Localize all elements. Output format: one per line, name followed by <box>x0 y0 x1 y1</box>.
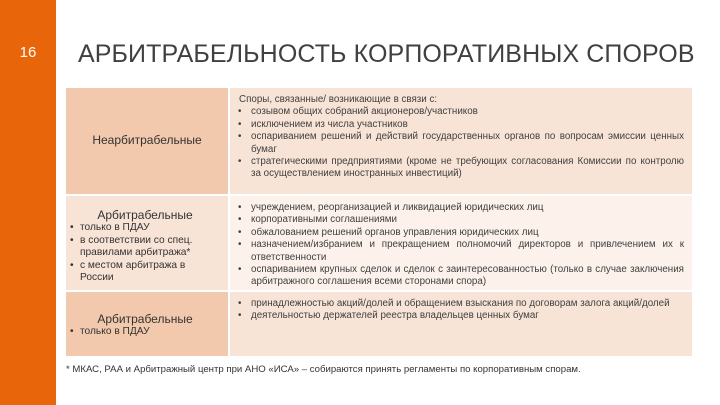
dispute-list <box>238 106 684 180</box>
row-content-cell <box>230 196 692 290</box>
row-heading: Арбитрабельные <box>97 208 193 222</box>
footnote: * МКАС, РАА и Арбитражный центр при АНО «ИСА» – собираются принять регламенты по корпоративным спорам. <box>66 364 581 375</box>
content-intro: Споры, связанные/ возникающие в связи с: <box>239 94 438 105</box>
condition-item: • только в ПДАУ <box>70 222 220 235</box>
condition-list <box>70 222 220 285</box>
condition-list <box>70 326 220 339</box>
sidebar-accent <box>0 0 56 405</box>
list-item: • учреждением, реорганизацией и ликвидацией юридических лиц <box>238 202 684 214</box>
row-arbitrable-special <box>66 196 692 290</box>
condition-item: • с местом арбитража в России <box>70 260 220 285</box>
list-item: • созывом общих собраний акционеров/участников <box>238 106 684 118</box>
dispute-list <box>238 202 684 289</box>
list-item: • корпоративными соглашениями <box>238 214 684 226</box>
list-item: • исключением из числа участников <box>238 119 684 131</box>
row-content-cell <box>230 292 692 356</box>
list-item: • оспариванием решений и действий государственных органов по вопросам эмиссии ценных бумаг <box>238 131 684 156</box>
row-label-cell <box>66 292 228 356</box>
list-item: • оспариванием крупных сделок и сделок с заинтересованностью (только в случае заключения арбитражного соглашения всеми сторонами спора) <box>238 264 684 289</box>
condition-item: • в соответствии со спец. правилами арбитража* <box>70 235 220 260</box>
list-item: • назначением/избранием и прекращением полномочий директоров и привлечением их к ответственности <box>238 239 684 264</box>
row-label-cell <box>66 88 228 194</box>
row-content-cell <box>230 88 692 194</box>
row-heading: Неарбитрабельные <box>92 133 202 147</box>
list-item: • принадлежностью акций/долей и обращением взыскания по договорам залога акций/долей <box>238 298 684 310</box>
row-label-cell <box>66 196 228 290</box>
slide-title: АРБИТРАБЕЛЬНОСТЬ КОРПОРАТИВНЫХ СПОРОВ <box>78 40 695 68</box>
slide-number: 16 <box>19 44 37 61</box>
list-item: • деятельностью держателей реестра владельцев ценных бумаг <box>238 310 684 322</box>
list-item: • обжалованием решений органов управления юридических лиц <box>238 227 684 239</box>
row-non-arbitrable <box>66 88 692 194</box>
condition-item: • только в ПДАУ <box>70 326 220 339</box>
list-item: • стратегическими предприятиями (кроме не требующих согласования Комиссии по контролю за осуществлением иностранных инвестиций) <box>238 156 684 181</box>
row-heading: Арбитрабельные <box>97 312 193 326</box>
row-arbitrable-pdau <box>66 292 692 356</box>
arbitrability-table <box>66 88 692 356</box>
dispute-list <box>238 298 684 323</box>
